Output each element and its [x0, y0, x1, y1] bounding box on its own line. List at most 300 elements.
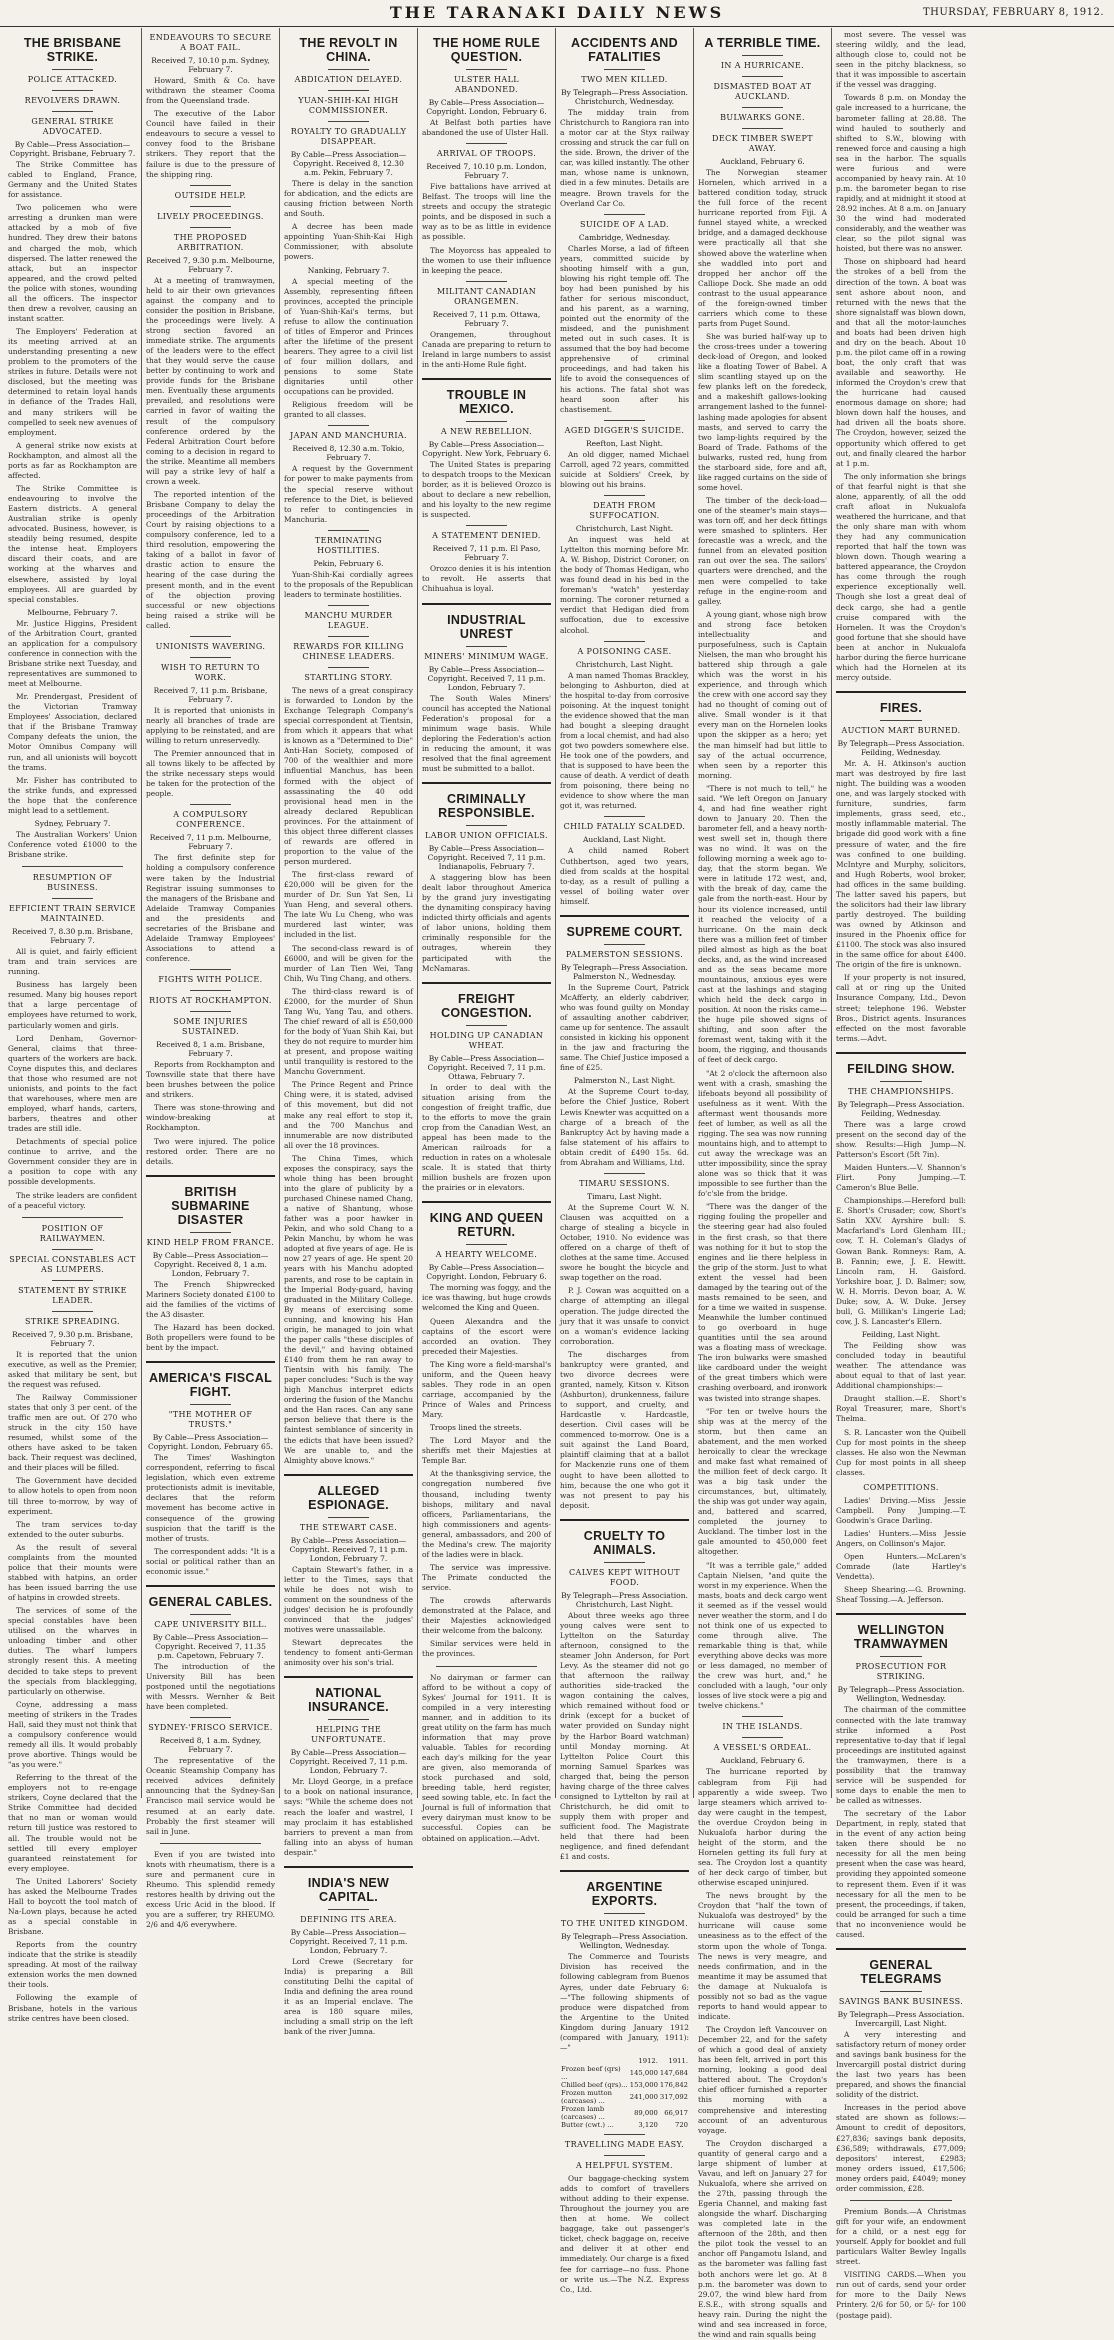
dateline: Received 8, 1 a.m. Sydney, February 7.	[159, 1736, 262, 1755]
advertisement: Our baggage-checking system adds to comfort of travellers without adding to their expense. Throughout the journey you are then at home. We collect baggage, take out passenger's ticket, check baggage on, receive and deliver it at other end immediately. Our charge is a fixed fee for carriage—no fuss. Phone or write us.—The N.Z. Express Co., Ltd.	[560, 2173, 689, 2294]
rule	[146, 1585, 275, 1587]
subheading: A COMPULSORY CONFERENCE.	[173, 810, 248, 830]
paragraph: Mr. Lloyd George, in a preface to a book on national insurance, says: "While the scheme does not reach the loafer and wastrel, I may proclaim it has established barriers to prevent a man from falling into an abyss of human despair."	[284, 1777, 413, 1857]
subheading: ROYALTY TO GRADUALLY DISAPPEAR.	[290, 127, 407, 146]
table-cell: Frozen beef (qrs) ...	[561, 2064, 621, 2081]
paragraph: The executive of the Labor Council have failed in their endeavours to secure a vessel to convey food to the Brisbane strikers. They report that the failure is due to the pressure of the shipping ring.	[146, 109, 275, 179]
rule	[742, 107, 783, 108]
rule	[604, 1562, 645, 1563]
table-row	[560, 2089, 689, 2105]
subheading: A STATEMENT DENIED.	[432, 531, 541, 541]
rule	[604, 944, 645, 945]
paragraph: All is quiet, and fairly efficient tram and train services are running.	[8, 947, 137, 977]
headline: ACCIDENTS AND FATALITIES	[571, 36, 678, 64]
headline: THE REVOLT IN CHINA.	[299, 36, 398, 64]
dateline: By Telegraph—Press Association. Invercargill, Last Night.	[837, 2009, 965, 2028]
table-cell: Butter (cwt.) ...	[561, 2120, 614, 2129]
subheading: GENERAL STRIKE ADVOCATED.	[31, 117, 114, 136]
dateline: Christchurch, Last Night.	[575, 659, 674, 669]
rule	[52, 69, 93, 70]
paragraph: A request by the Government for power to make payments from the special reserve without reference to the Diet, is believed to refer to contingencies in Manchuria.	[284, 464, 413, 524]
rule	[52, 898, 93, 899]
subheading: TWO MEN KILLED.	[581, 75, 668, 84]
rule	[146, 1361, 275, 1363]
paragraph: The reported intention of the Brisbane Company to delay the proceedings of the Arbitration Court by raising objections to a compulsory conference, led to a third resolution, empowering the taking of a ballot in favor of drastic action to ensure the hearing of the case during the present month, and in the event of the objection proving successful or new objections being raised a strike will be called.	[146, 489, 275, 630]
table-cell: 66,917	[664, 2108, 688, 2117]
paragraph: Ladies' Hunters.—Miss Jessie Angers, on Collinson's Major.	[836, 1529, 966, 1549]
dateline: By Cable—Press Association—Copyright. Brisbane, February 7.	[9, 140, 136, 158]
rule	[52, 1311, 93, 1312]
dateline: Auckland, February 6.	[720, 1756, 805, 1766]
paragraph: "For ten or twelve hours the ship was at the mercy of the storm, but then came an abatement, and the men worked heroically to clear the wreckage and make fast what remained of the million feet of deck cargo. It was a big task under the circumstances, but, ultimately, the ship was got under way again, and, battered and scarred, completed the journey to Auckland. The timber lost in the gale amounted to 450,000 feet altogether.	[698, 1406, 827, 1557]
subheading: DECK TIMBER SWEPT AWAY.	[712, 134, 813, 153]
paragraph: The Croydon left Vancouver on December 22, and for the safety of which a good deal of anxiety has been felt, arrived in port this morning, looking a good deal battered about. The Croydon's chief officer furnished a reporter this morning with a comprehensive and interesting account of an adventurous voyage.	[698, 2025, 827, 2135]
paragraph: The Government have decided to allow hotels to open from noon till three to-morrow, by way of experiment.	[8, 1476, 137, 1516]
headline: BRITISH SUBMARINE DISASTER	[171, 1184, 250, 1227]
dateline: Reefton, Last Night.	[585, 438, 664, 448]
rule	[604, 420, 645, 421]
rule	[560, 1870, 689, 1872]
paragraph: The service was impressive. The Primate conducted the service.	[422, 1562, 551, 1593]
rule	[604, 816, 645, 817]
dateline: By Cable—Press Association—Copyright. Received 7, 11 p.m. London, February 7.	[289, 1748, 408, 1776]
paragraph: The Moyorcss has appealed to the women to use their influence in keeping the peace.	[422, 245, 551, 275]
subheading: IN THE ISLANDS.	[722, 1722, 803, 1732]
subheading: KIND HELP FROM FRANCE.	[146, 1237, 275, 1247]
table-header-row	[560, 2057, 689, 2065]
paragraph: There was stone-throwing and window-breaking at Rockhampton.	[146, 1103, 275, 1133]
rule	[880, 1656, 922, 1657]
subheading: ENDEAVOURS TO SECURE A BOAT FAIL.	[149, 33, 272, 52]
paragraph: Following the example of Brisbane, hotels in the various strike centres have been closed.	[8, 1993, 137, 2023]
subheading: STARTLING STORY.	[304, 672, 393, 682]
subheading: ABDICATION DELAYED.	[294, 75, 403, 84]
paragraph: The first definite step for holding a compulsory conference were taken by the Industrial Registrar issuing summonses to the managers of the Brisbane and Adelaide Tramway Companies and the presidents and secretaries of the Brisbane and Adelaide Tramway Employees' Associations to attend a conference.	[146, 853, 275, 963]
rule	[190, 657, 231, 658]
paragraph: The Croydon discharged a quantity of general cargo and a large shipment of lumber at Vavau, and left on January 27 for Nukualofa, where she arrived on the 27th, passing through the Egeria Channel, and making fast alongside the wharf. Discharging was completed late in the afternoon of the 28th, and then the pilot took the vessel to an anchor off Pangamotu Island, and as the barometer was falling fast both anchors were let go. At 8 p.m. the barometer was down to 29.07, the wind blew hard from E.S.E., with strong squalls and heavy rain. During the night the wind and sea increased in force, the wind and rain squalls being	[698, 2138, 827, 2339]
columns	[4, 28, 1110, 2339]
dateline: By Telegraph—Press Association. Feilding, Wednesday.	[837, 1099, 965, 1118]
paragraph: Towards 8 p.m. on Monday the gale increased to a hurricane, the barometer falling at 28.88. The wind hauled to southerly and shifted to S.W., blowing with renewed force and causing a high sea in the harbor. The squalls were furious and were accompanied by heavy rain. At 10 p.m. the barometer began to rise rapidly, and at midnight it stood at 28.92 inches. At 8 a.m. on January 30 the wind had moderated considerably, and the weather was clear, so the pilot signal was hoisted, but there was no answer.	[836, 93, 966, 254]
dateline: By Cable—Press Association—Copyright. Received 8, 1 a.m. London, February 7.	[152, 1250, 269, 1278]
paragraph: Detachments of special police continue to arrive, and the Government consider they are in a position to cope with any possible developments.	[8, 1137, 137, 1187]
subheading: RIOTS AT ROCKHAMPTON.	[149, 996, 272, 1006]
paragraph: The news brought by the Croydon that "half the town of Nukualofa was destroyed" by the hurricane will cause some uneasiness as to the effect of the storm upon the whole of Tonga. The news is very meagre, and needs confirmation, and in the meantime it may be assumed that the damage at Nukualofa is possibly not so bad as the vague reports to hand would appear to indicate.	[698, 1891, 827, 2021]
rule	[422, 603, 551, 605]
paragraph: Similar services were held in the provinces.	[422, 1639, 551, 1659]
rule	[328, 1719, 369, 1720]
rule	[328, 605, 369, 606]
paragraph: The Australian Workers' Union Conference voted £1000 to the Brisbane strike.	[8, 829, 137, 859]
paragraph: Ladies' Driving.—Miss Jessie Campbell. Pony Jumping.—T. Goodwin's Grace Darling.	[836, 1495, 966, 1525]
subheading: EFFICIENT TRAIN SERVICE MAINTAINED.	[8, 904, 137, 924]
paragraph: She was buried half-way up to the cross-trees under a towering deck-load of Oregon, and looked like a floating Tower of Babel. A slim scantling stayed up on the few planks left on the foredeck, and a makeshift gallows-looking arrangement lashed to the funnel-lashing made apologies for absent masts, and served to carry the two lamp-lights required by the Board of Trade. Fathoms of the bulwarks, rusted red, hung from the starboard side, fore and aft, like ragged curtains on the side of some hovel.	[698, 332, 827, 492]
advertisement: Premium Bonds.—A Christmas gift for your wife, an endowment for a child, or a nest egg for yourself. Apply for booklet and full particulars Walter Bewley Ingalls street.	[836, 2206, 967, 2267]
rule	[52, 1280, 93, 1281]
rule	[604, 214, 645, 215]
advertisement: No dairyman or farmer can afford to be without a copy of Sykes' Journal for 1911. It is compiled in a very interesting manner, and in addition to its great utility on the farm has much information that may prove valuable. Tables for recording each day's milking for the year are given, also memoranda of stock purchased and sold, breeding table, herd register, seed sowing table, etc. In fact the Journal is full of information that every dairyman must know to be successful. Copies can be obtained on application.—Advt.	[422, 1672, 551, 1843]
subheading: OUTSIDE HELP.	[174, 190, 247, 200]
table-cell: 147,684	[659, 2068, 688, 2077]
subheading: TIMARU SESSIONS.	[579, 1178, 670, 1188]
rule	[604, 641, 645, 642]
rule	[742, 55, 783, 56]
table-header-cell: 1911.	[668, 2056, 688, 2065]
paragraph: An old digger, named Michael Carroll, aged 72 years, committed suicide at Soldiers' Creek, by blowing out his brains.	[560, 449, 689, 489]
rule	[190, 1614, 231, 1615]
subheading: STATEMENT BY STRIKE LEADER.	[18, 1285, 127, 1305]
rule	[190, 185, 231, 186]
paragraph: It is reported that the union executive, as well as the Premier, asked that military be sent, but the request was refused.	[8, 1349, 137, 1389]
rule	[604, 1173, 645, 1174]
dateline: Timaru, Last Night.	[587, 1191, 662, 1201]
rule	[466, 69, 507, 70]
rule	[52, 90, 93, 91]
subheading: AUCTION MART BURNED.	[841, 726, 961, 735]
subheading: YUAN-SHIH-KAI HIGH COMMISSIONER.	[298, 96, 399, 115]
subheading: MILITANT CANADIAN ORANGEMEN.	[436, 286, 537, 306]
paragraph: Mr. A. H. Atkinson's auction mart was destroyed by fire last night. The building was a wooden one, and was largely stocked with furniture, sundries, farm implements, grass seed, etc., mostly inflammable material. The brigade did good work with a fine pressure of water, and the fire was confined to one building. McIntyre and Murphy, solicitors, and Hugh Roberts, wool broker, had offices in the same building. The latter saved his papers, but the solicitors had their law library partly destroyed. The building was owned by Atkinson and insured in the Phoenix office for £1100. The stock was also insured in the same office for about £400. The origin of the fire is unknown.	[836, 759, 966, 970]
paragraph: A man named Thomas Brackley, belonging to Ashburton, died at the hospital to-day from corrosive poisoning. At the inquest tonight the evidence showed that the man had bought a sleeping draught from a local chemist, and had also got two powders somewhere else. He took one of the powders, and that is supposed to have been the cause of death. A verdict of death from poisoning, there being no evidence to show where the man got it, was returned.	[560, 670, 689, 811]
paragraph: Five battalions have arrived at Belfast. The troops will line the streets and occupy the strategic points, and be disposed in such a way as to be as little in evidence as possible.	[422, 182, 551, 242]
rule	[742, 76, 783, 77]
dateline: Nanking, February 7.	[307, 265, 390, 275]
table-cell: Chilled beef (qrs)...	[561, 2080, 628, 2089]
rule	[328, 425, 369, 426]
paragraph: "At 2 o'clock the afternoon also went with a crash, smashing the lifeboats beyond all possibility of usefulness as it went. With the aftermast went thousands more feet of lumber, as well as all the rigging. The sea was now running mountains high, and to attempt to cut away the wreckage was an utter impossibility, since the spray alone was so thick that it was impossible to see further than the fo'c'sle from the bridge.	[698, 1068, 828, 1199]
paragraph: Religious freedom will be granted to all classes.	[284, 400, 413, 420]
paragraph: Increases in the period above stated are shown as follows:—Amount to credit of depositors, £27,836; savings bank deposits, £36,589; withdrawals, £77,009; depositors' interest, £2983; money orders issued, £17,506; money orders paid, £4049; money order commission, £28.	[836, 2103, 966, 2193]
advertisement: If your property is not insured, call at or ring up the United Insurance Company, Ltd., Devon street; telephone 196. Webster Bros., District agents. Insurances effected on the most favorable terms.—Advt.	[836, 973, 966, 1043]
rule	[604, 1913, 645, 1914]
subheading: TRAVELLING MADE EASY.	[564, 2139, 685, 2149]
headline: FEILDING SHOW.	[847, 1061, 955, 1076]
column-4	[418, 28, 556, 1843]
paragraph: The discharges from bankruptcy were granted, and two divorce decrees were granted, namely, Kitson v. Kitson (Ashburton), drunkenness, failure to support, and cruelty, and Hardcastle v. Hardcastle, desertion. Civil cases will be commenced to-morrow. One is a suit against the Land Board, plaintiff claiming that at a ballot for Mackenzie runs one of them ought to have been allotted to him, because the one who got it was not present to pay his deposit.	[560, 1349, 689, 1510]
advertisement: VISITING CARDS.—When you run out of cards, send your order for more to the Daily News Printery. 2/6 for 50, or 5/- for 100 (postage paid).	[836, 2270, 966, 2320]
table-row	[560, 2105, 689, 2121]
dateline: By Cable—Press Association—Copyright. Received 7, 11 p.m. London, February 7.	[427, 664, 546, 692]
rule	[422, 982, 551, 984]
dateline: By Cable—Press Association—Copyright. New York, February 6.	[422, 439, 551, 458]
subheading: THE STEWART CASE.	[299, 1522, 398, 1532]
rule	[52, 111, 93, 112]
paragraph: Two policemen who were arresting a drunken man were attacked by a mob of five hundred. They drew their batons and charged the mob, which dispersed. The latter renewed the attack, but an inspector appeared, and the crowd pelted the police with stones, wounding all the officers. The inspector then drew a revolver, causing an instant scatter.	[8, 203, 137, 323]
dateline: Received 7, 11 p.m. Brisbane, February 7.	[153, 685, 268, 704]
rule	[836, 1052, 966, 1054]
paragraph: The Employers' Federation at its meeting arrived at an understanding presenting a new problem to the promoters of the strikes in future. Details were not disclosed, but the meeting was determined to retain loyal hands in defiance of the Trades Hall, and many strikers will be compelled to seek new avenues of employment.	[8, 327, 137, 437]
rule	[190, 990, 231, 991]
paragraph: The second-class reward is of £6000, and will be given for the murder of Lan Tien Wei, Tang Chih, Wu Ting Chang, and others.	[284, 943, 413, 983]
rule	[284, 1866, 413, 1868]
rule	[146, 1175, 275, 1177]
paragraph: Mr. Prendergast, President of the Victorian Tramway Employees' Association, declared that if the Brisbane Tramway Company defeats the union, the Motor Omnibus Company will run, and all unionists will boycott the trams.	[8, 692, 137, 772]
subheading: UNIONISTS WAVERING.	[155, 641, 266, 651]
subheading: DEATH FROM SUFFOCATION.	[589, 500, 660, 520]
paragraph: The Times' Washington correspondent, referring to fiscal legislation, which even extreme protectionists admit is inevitable, declares that the reform movement has become active in consequence of the growing suspicion that the tariff is the mother of trusts.	[146, 1453, 275, 1543]
subheading: "THE MOTHER OF TRUSTS."	[168, 1410, 253, 1430]
rule	[190, 1404, 231, 1405]
rule	[466, 143, 507, 144]
paragraph: The Commerce and Tourists Division has received the following cablegram from Buenos Ayres, under date February 6:—"The following shipments of produce were dispatched from the Argentine to the United Kingdom during January 1912 (compared with January, 1911):—"	[560, 1952, 689, 2052]
subheading: CHILD FATALLY SCALDED.	[563, 822, 686, 832]
rule	[190, 969, 231, 970]
paragraph: "There was the danger of the rigging fouling the propeller and the steering gear had also fouled in the first crash, so that there was nothing for it but to stop the engines and lie there helpless in the grip of the storm. Just to what extent the vessel had been damaged by the tearing out of the masts remained to be seen, and for a time we waited in suspense. Meanwhile the lumber continued to go overboard in huge quantities until the sea around was a floating mass of wreckage. The iron bulwarks were smashed like cardboard under the weight of the great timbers which were crashing overboard, and ironwork was twisted into strange shapes.	[698, 1202, 827, 1403]
rule	[22, 866, 123, 867]
subheading: RESUMPTION OF BUSINESS.	[32, 873, 113, 893]
subheading: REVOLVERS DRAWN.	[24, 96, 121, 105]
paragraph: Queen Alexandra and the captains of the escort were accorded an ovation. They preceded their Majesties.	[422, 1316, 551, 1356]
paragraph: A staggering blow has been dealt labor throughout America by the grand jury investigating the dynamiting conspiracy having indicted thirty officials and agents of labor unions, holding them criminally responsible for the outrages, wherein they participated with the McNamaras.	[422, 873, 551, 973]
headline: AMERICA'S FISCAL FIGHT.	[148, 1371, 273, 1400]
subheading: THE PROPOSED ARBITRATION.	[173, 232, 248, 252]
dateline: Sydney, February 7.	[34, 818, 111, 828]
column-6	[694, 28, 832, 2339]
paragraph: At the thanksgiving service, the congregation numbered five thousand, including twenty bishops, military and naval officers, Parliamentarians, the high commissioners and agents-general, ambassadors, and 200 of the Medina's crew. The majority of the ladies were in black.	[422, 1469, 551, 1559]
subheading: PROSECUTION FOR STRIKING.	[855, 1662, 947, 1682]
dateline: By Cable—Press Association—Copyright. Received 7, 11.35 p.m. Capetown, February 7.	[152, 1632, 269, 1660]
rule	[422, 782, 551, 784]
dateline: By Cable—Press Association—Copyright. Received 7, 11 p.m. London, February 7.	[289, 1927, 408, 1955]
subheading: LIVELY PROCEEDINGS.	[157, 211, 264, 221]
dateline: Received 7, 9.30 p.m. Melbourne, February 7.	[146, 255, 275, 274]
paragraph: An inquest was held at Lyttelton this morning before Mr. A. W. Bishop, District Coroner, on the body of Thomas Hedigan, who was found dead in his bed in the foreman's "watch" yesterday morning. The coroner returned a verdict that Hedigan died from suffocation, due to excessive alcohol.	[560, 534, 689, 635]
paragraph: There was a large crowd present on the second day of the show. Results:—High Jump—N. Patterson's Escort (5ft 7in).	[836, 1119, 966, 1159]
rule	[466, 281, 507, 282]
paragraph: A general strike now exists at Rockhampton, and almost all the ports as far as Rockhampton are affected.	[8, 440, 137, 480]
masthead	[0, 0, 1114, 27]
headline: FIRES.	[879, 701, 923, 715]
paragraph: The Feilding show was concluded today in beautiful weather. The attendance was about equal to that of last year. Additional championships:—	[836, 1341, 966, 1391]
paragraph: The introduction of the University Bill has been postponed until the negotiations with Messrs. Wernher & Beit have been completed.	[146, 1661, 275, 1712]
paragraph: The French Shipwrecked Mariners Society donated £100 to aid the families of the victims of the A3 disaster.	[146, 1279, 275, 1319]
paragraph: Stewart deprecates the tendency to foment anti-German animosity over his son's trial.	[284, 1638, 413, 1668]
paragraph: Reports from the country indicate that the strike is steadily spreading. At most of the railway extension works the men downed their tools.	[8, 1940, 137, 1990]
paragraph: The correspondent adds: "It is a social or political rather than an economic issue."	[146, 1546, 275, 1576]
paragraph: The South Wales Miners' council has accepted the National Federation's proposal for a minimum wage basis. While deploring the Federation's action in reducing the amount, it was resolved that the final agreement must be submitted to a ballot.	[422, 693, 551, 773]
paragraph: The Hazard has been docked. Both propellers were found to be bent by the impact.	[146, 1322, 275, 1353]
rule	[190, 227, 231, 228]
dateline: By Cable—Press Association—Copyright. Received 7, 11 p.m. London, February 7.	[289, 1535, 408, 1563]
rule	[880, 1991, 922, 1992]
subheading: MANCHU MURDER LEAGUE.	[304, 610, 393, 630]
paragraph: Yuan-Shih-Kai cordially agrees to the proposals of the Republican leaders to terminate hostilities.	[284, 569, 414, 599]
paragraph: The third-class reward is of £2000, for the murder of Shun Tang Wu, Yang Tau, and others. The chief reward of all is £50,000 for the body of Yuan Shih Kai, but they do not require to murder him at present, and propose waiting until tranquility is restored to the Manchu Government.	[284, 986, 413, 1077]
dateline: Received 7, 10.10 p.m. London, February 7.	[426, 162, 547, 181]
advertisement: Even if you are twisted into knots with rheumatism, there is a sure and permanent cure in Rheumo. This splendid remedy restores health by driving out the excess Uric Acid in the blood. If you are a sufferer, try RHEUMO. 2/6 and 4/6 everywhere.	[146, 1849, 275, 1930]
rule	[880, 1081, 922, 1082]
paragraph: Orangemen, throughout Canada are preparing to return to Ireland in large numbers to assist in the anti-Home Rule fight.	[422, 329, 551, 369]
subheading: HELPING THE UNFORTUNATE.	[311, 1725, 386, 1745]
dateline: Cambridge, Wednesday.	[578, 232, 671, 242]
dateline: By Telegraph—Press Association. Palmerston N., Wednesday.	[561, 962, 688, 981]
rule	[604, 69, 645, 70]
dateline: Palmerston N., Last Night.	[573, 1076, 676, 1086]
rule	[466, 646, 507, 647]
paragraph: Captain Stewart's father, in a letter to the Times, says that while he does not wish to comment on the soundness of the judges' decision he is profoundly convinced that the judges' motives were unassailable.	[284, 1564, 413, 1635]
dateline: Auckland, February 6.	[720, 157, 805, 166]
paragraph: The morning was foggy, and the ice was thawing, but huge crowds welcomed the King and Queen.	[422, 1283, 551, 1313]
subheading: A POISONING CASE.	[577, 646, 672, 656]
subheading: A HELPFUL SYSTEM.	[576, 2160, 673, 2170]
dateline: Christchurch, Last Night.	[575, 523, 674, 533]
column-7	[832, 28, 970, 2320]
subheading: A HEARTY WELCOME.	[435, 1250, 538, 1260]
rule	[850, 2200, 952, 2201]
paragraph: Troops lined the streets.	[430, 1423, 522, 1433]
subheading: IN A HURRICANE.	[720, 61, 805, 70]
headline: CRUELTY TO ANIMALS.	[583, 1528, 666, 1557]
dateline: By Cable—Press Association—Copyright. Received 8, 12.30 a.m. Pekin, February 7.	[290, 150, 407, 177]
paragraph: The King wore a field-marshal's uniform, and the Queen heavy sables. They rode in an open carriage, accompanied by the Prince of Wales and Princess Mary.	[422, 1359, 551, 1420]
table-row	[560, 2081, 689, 2089]
paragraph: Coyne, addressing a mass meeting of strikers in the Trades Hall, said they must not think that a compulsory conference would remedy all ills. It would probably prove abortive. Things would be "as you were."	[8, 1699, 137, 1770]
table-cell: 3,120	[638, 2120, 658, 2129]
paragraph: The midday train from Christchurch to Rangiora ran into a motor car at the Styx railway crossing and struck the car full on the side. Brown, the driver of the car, was killed instantly. The other man, whose name is unknown, died in a few minutes. Details are meagre. Brown travels for the Overland Car Co.	[560, 108, 689, 208]
headline: A TERRIBLE TIME.	[704, 36, 821, 50]
paragraph: Mr. Justice Higgins, President of the Arbitration Court, granted an application for a compulsory conference in connection with the Brisbane strike next Tuesday, and representatives are summoned to meet at Melbourne.	[8, 618, 137, 689]
table-cell: Frozen mutton (carcases) ...	[561, 2088, 612, 2105]
rule	[22, 1217, 123, 1218]
paragraph: About three weeks ago three young calves were sent to Lyttelton on the Saturday afternoon, consigned to the steamer John Anderson, for Port Levy. As the steamer did not go that afternoon the railway authorities side-tracked the wagon containing the calves, which remained without food or drink (except for a bucket of water provided on Sunday night by the Harbor Board watchman) until Monday morning. At Lyttelton Police Court this morning Samuel Sparkes was charged that, being the person having charge of the three calves consigned to Lyttelton by rail at Christchurch, he did omit to supply them with proper and sufficient food. The Magistrate held that there had been negligence, and fined defendant £1 and costs.	[560, 1610, 689, 1862]
paragraph: Two were injured. The police restored order. There are no details.	[146, 1136, 275, 1166]
rule	[836, 691, 966, 693]
dateline: Feilding, Last Night.	[861, 1330, 941, 1339]
paragraph: It is reported that unionists in nearly all branches of trade are applying to be reinstated, and are willing to return unreservedly.	[146, 705, 275, 745]
subheading: DEFINING ITS AREA.	[300, 1914, 397, 1924]
dateline: Received 8, 1 a.m. Brisbane, February 7.	[156, 1040, 265, 1059]
subheading: WISH TO RETURN TO WORK.	[160, 662, 261, 682]
rule	[560, 1519, 689, 1521]
headline: NATIONAL INSURANCE.	[308, 1686, 389, 1715]
dateline: Received 7, 11 p.m. Ottawa, February 7.	[432, 309, 541, 328]
headline: THE HOME RULE QUESTION.	[432, 36, 541, 64]
table-header-cell: 1912.	[638, 2056, 658, 2065]
rule	[190, 1717, 231, 1718]
headline: ARGENTINE EXPORTS.	[586, 1880, 663, 1909]
subheading: MINERS' MINIMUM WAGE.	[424, 651, 549, 661]
subheading: ULSTER HALL ABANDONED.	[453, 75, 520, 94]
rule	[422, 1201, 551, 1203]
rule	[466, 1244, 507, 1245]
rule	[328, 667, 369, 668]
table-row	[560, 2121, 689, 2129]
paragraph: Lord Denham, Governor-General, claims that three-quarters of the workers are back. Coyne disputes this, and declares that those who resumed are not unionists, and points to the fact that warehouses, where men are employed, wharf hands, carters, barbers, theatres and other trades are still idle.	[8, 1033, 137, 1134]
paragraph: A very interesting and satisfactory return of money order and savings bank business for the Invercargill postal district during the last two years has been prepared, and shows the financial solidity of the district.	[836, 2029, 966, 2100]
paragraph: The Railway Commissioner states that only 3 per cent. of the traffic men are out. Of 270 who struck in the city 150 have resumed, whilst some of the others have asked to be taken back. Their request was declined, and their places will be filled.	[8, 1392, 137, 1473]
paragraph: The first-class reward of £20,000 will be given for the murder of Dr. Sun Yat Sen, Li Yuan Heng, and several others. The late Wu Lu Cheng, who was murdered last winter, was included in the list.	[284, 870, 413, 940]
subheading: LABOR UNION OFFICIALS.	[425, 831, 548, 840]
paragraph: The China Times, which exposes the conspiracy, says the whole thing has been brought into the glare of publicity by a purchased Chinese named Chang, a native of Shantung, whose father was a poor hawker in Pekin, and who sold Chang to a Pekin Manchu, by whom he was adopted at five years of age. He is now 27 years of age. He spent 20 years with his Manchu adopted parents, and rose to be captain in the Imperial Body-guard, having graduated in the Military College. By means of exercising some cunning, and knowing his Han origin, he managed to join what the paper calls "these disciples of the devil," and having obtained £140 from them he ran away to Tientsin with his family. The paper concludes: "Such is the way high Manchus interpret edicts ordering the fusion of the Manchu and the Han races. Can any sane person believe that there is the faintest semblance of sincerity in the edicts that have been issued? We are unable to, and the Almighty above knows."	[284, 1153, 413, 1465]
subheading: JAPAN AND MANCHURIA.	[290, 431, 407, 441]
rule	[328, 530, 369, 531]
rule	[466, 421, 507, 422]
headline: INDUSTRIAL UNREST	[447, 612, 526, 641]
paragraph: P. J. Cowan was acquitted on a charge of attempting an illegal operation. The judge directed the jury that it was unsafe to convict on a woman's evidence lacking corroboration.	[560, 1286, 689, 1346]
dateline: Melbourne, February 7.	[27, 607, 118, 617]
dateline: By Cable—Press Association—Copyright. Received 7, 11 p.m. Ottawa, February 7.	[427, 1053, 546, 1081]
rule	[328, 636, 369, 637]
paragraph: In the Supreme Court, Patrick McAfferty, an elderly cabdriver, who was found guilty on Monday of assaulting another cabdriver, came up for sentence. The assault consisted in kicking his opponent in the jaw and fracturing the same. The Chief Justice imposed a fine of £25.	[560, 982, 689, 1073]
paragraph: Howard, Smith & Co. have withdrawn the steamer Cooma from the Queensland trade.	[146, 76, 275, 106]
rule	[466, 825, 507, 826]
paragraph: A decree has been made appointing Yuan-Shih-Kai High Commissioner, with absolute powers.	[284, 222, 413, 262]
paragraph: The representative of the Oceanic Steamship Company has received advices definitely announcing that the Sydney-San Francisco mail service would be resumed at an early date. Probably the first steamer will sail in June.	[146, 1756, 275, 1836]
paragraph: Referring to the threat of the employers not to re-engage strikers, Coyne declared that the Strike Committee had decided that no man or woman would return till justice was restored to all. The trouble would not be settled till every employer guaranteed reinstatement for every employee.	[8, 1773, 137, 1873]
paragraph: At a meeting of tramwaymen, held to air their own grievances against the company and to consider the position in Brisbane, the proceedings were lively. A strong section favored an immediate strike. The arguments of the leaders were to the effect that they would serve the cause better by continuing to work and provide funds for the Brisbane men. Eventually these arguments prevailed, and resolutions were carried in favor of waiting the result of the compulsory conference ordered by the Federal Arbitration Court before coming to a decision in regard to the strike. Meantime all members will pay a strike levy of half a crown a week.	[146, 275, 275, 486]
paragraph: Reports from Rockhampton and Townsville state that there have been brushes between the police and strikers.	[146, 1060, 275, 1100]
rule	[436, 1666, 537, 1667]
subheading: REWARDS FOR KILLING CHINESE LEADERS.	[293, 641, 404, 661]
paragraph: The strike leaders are confident of a peaceful victory.	[8, 1190, 137, 1210]
paragraph: "It was a terrible gale," added Captain Nielsen, "and quite the worst in my experience. When the masts, boats and deck cargo went it seemed as if the vessel would never weather the storm, and I do not think one of us expected to come through alive. The remarkable thing is that, while everything above decks was more or less damaged, no member of the crew was hurt, and," he concluded with a laugh, "our only losses of live stock were a pig and twelve chickens."	[698, 1560, 827, 1711]
rule	[560, 915, 689, 917]
rule	[328, 1909, 369, 1910]
rule	[190, 636, 231, 637]
rule	[604, 495, 645, 496]
subheading: AGED DIGGER'S SUICIDE.	[564, 425, 685, 435]
rule	[604, 2155, 645, 2156]
paragraph: The timber of the deck-load—one of the steamer's main stays—was torn off, and her deck fittings were smashed to splinters. Her forecastle was a wreck, and the funnel from an elevated position ran out over the sea. The sailors' quarters were drenched, and the men were compelled to take refuge in the engine-room and galley.	[698, 496, 827, 606]
headline: TROUBLE IN MEXICO.	[446, 387, 527, 416]
subheading: CALVES KEPT WITHOUT FOOD.	[569, 1567, 680, 1587]
table-cell: Frozen lamb (carcases) ...	[561, 2104, 605, 2121]
dateline: Received 8, 12.30 a.m. Tokio, February 7.	[292, 444, 405, 463]
table-row	[560, 2065, 689, 2081]
dateline: By Cable—Press Association—Copyright. Received 7, 11 p.m. Indianapolis, February 7.	[427, 844, 546, 871]
subheading: CAPE UNIVERSITY BILL.	[154, 1619, 267, 1629]
paragraph: Draught stallion.—E. Short's Royal Treasurer, mare, Short's Thelma.	[836, 1394, 966, 1424]
dateline: Received 7, 10.10 p.m. Sydney, February 7.	[151, 56, 270, 74]
subheading: POLICE ATTACKED.	[27, 75, 118, 84]
paragraph: The crowds afterwards demonstrated at the Palace, and their Majesties acknowledged their welcome from the balcony.	[422, 1596, 551, 1636]
headline: GENERAL CABLES.	[148, 1594, 273, 1609]
paragraph: The only information she brings of that fearful night is that she alone, apparently, of all the odd craft afloat in Nukualofa weathered the hurricane, and that the only share man with whom they had any communication reported that half the town was blown down. Though wearing a battered appearance, the Croydon has come through the rough experience exceptionally well. Though she lost a great deal of deck cargo, she had a gentle cruise compared with the Hornelen. It was the Croydon's good fortune that she should have been at anchor in Nukualofa harbor during the fierce hurricane which had the Hornelen at its mercy outside.	[836, 471, 966, 682]
dateline: Auckland, Last Night.	[583, 835, 666, 845]
subheading: COMPETITIONS.	[863, 1482, 939, 1492]
headline: FREIGHT CONGESTION.	[441, 991, 532, 1020]
column-3	[280, 28, 418, 2037]
paragraph: Orozco denies it is his intention to revolt. He asserts that Chihuahua is loyal.	[422, 564, 551, 594]
paragraph: There is delay in the sanction for abdication, and the edicts are causing friction between North and South.	[284, 179, 413, 219]
paragraph: S. R. Lancaster won the Quibell Cup for most points in the sheep classes. He also won the Newman Cup for most points in all sheep classes.	[836, 1427, 966, 1477]
headline: KING AND QUEEN RETURN.	[429, 1211, 544, 1240]
table-cell: 176,842	[659, 2080, 688, 2089]
paragraph: In order to deal with the situation arising from the congestion of freight traffic, due to the efforts to move the grain crop from the Canadian West, an appeal has been made to the American railroads for a reduction in rates on a wholesale scale. It is stated that thirty million bushels are frozen upon the prairies or in elevators.	[422, 1082, 551, 1193]
table-cell: 720	[675, 2120, 688, 2129]
headline: ALLEGED ESPIONAGE.	[308, 1483, 389, 1512]
paragraph: A young giant, whose nigh brow and strong face betoken intellectuality and purposefulness, such is Captain Nielsen, the man who brought his battered ship through a gale which was the worst in his experience, and through which the crew with one accord say they had no thought of coming out of alive. Small wonder is it that every man on the Hornelen looks upon the skipper as a hero; yet the man himself had but little to say of the actual occurrence, when seen by a reporter this morning.	[698, 609, 827, 780]
subheading: A VESSEL'S ORDEAL.	[713, 1743, 812, 1753]
rule	[742, 128, 783, 129]
subheading: BULWARKS GONE.	[720, 113, 805, 122]
dateline: By Cable—Press Association—Copyright. London, February 6.	[426, 1263, 547, 1282]
subheading: SUICIDE OF A LAD.	[580, 219, 669, 229]
paragraph: The Prince Regent and Prince Ching were, it is stated, advised of this movement, but did not make any real effort to stop it, and the 700 Manchus and innumerable are now distributed all over the 18 provinces.	[284, 1080, 413, 1150]
subheading: THE CHAMPIONSHIPS.	[848, 1086, 954, 1096]
paragraph: "There is not much to tell," he said. "We left Oregon on January 4, and had fine weather right down to January 20. Then the barometer fell, and a heavy north-west swell set in, though there was no wind. It was on the following morning a week ago to-day, that the storm began. We were in latitude 172 west, and, with the break of day, came the gale from the north-east. Hour by hour its violence increased, until it reached the velocity of a hurricane. On the main deck there was a million feet of timber piled almost as high as the boat decks, and, as the wind increased and as the seas became more mountainous, anxious eyes were cast at the lashings and staging which held the deck cargo in position. At noon the risks came—the huge pile showed signs of shifting, and soon after the foremast went, taking with it the boom, the rigging, and thousands of feet of deck cargo.	[698, 783, 827, 1065]
rule	[190, 1011, 231, 1012]
rule	[328, 69, 369, 70]
subheading: TO THE UNITED KINGDOM.	[560, 1919, 689, 1929]
dateline: By Telegraph—Press Association. Wellington, Wednesday.	[837, 1685, 965, 1704]
dateline: Received 7, 9.30 p.m. Brisbane, February 7.	[12, 1329, 133, 1348]
paragraph: Business has largely been resumed. Many big houses report that a large percentage of employees have returned to work, particularly women and girls.	[8, 980, 137, 1030]
dateline: By Telegraph—Press Association. Christchurch, Wednesday.	[561, 88, 688, 106]
rule	[604, 2134, 645, 2135]
newspaper-title: THE TARANAKI DAILY NEWS	[389, 3, 725, 22]
table-cell	[560, 2057, 629, 2065]
